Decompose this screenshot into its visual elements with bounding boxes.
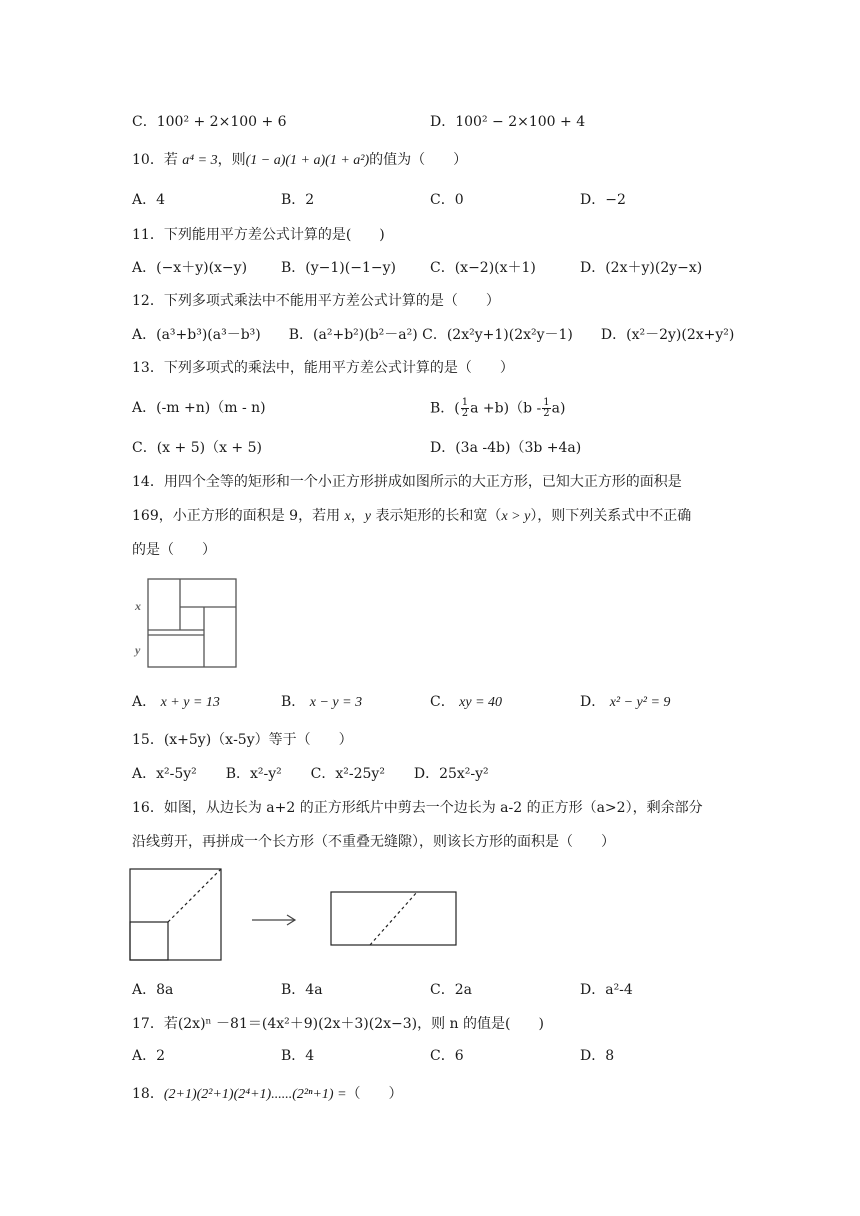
q14-line1: 14．用四个全等的矩形和一个小正方形拼成如图所示的大正方形，已知大正方形的面积是 [132,474,682,490]
q15-option-a: A．x²‑5y² [132,766,197,782]
option-label: D． [580,694,606,710]
q15-stem: 15．(x+5y)（x‑5y）等于（ ） [132,732,353,748]
q11-option-b: B．(y−1)(−1−y) [281,260,396,276]
q10-expression: (1 − a)(1 + a)(1 + a²) [245,153,370,168]
q16-option-c: C．2a [430,982,472,998]
q18-prefix: 18． [132,1086,164,1102]
q14-option-d [580,692,670,713]
q10-prefix: 10．若 [132,152,178,168]
q15-option-b: B．x²‑y² [225,766,282,782]
q14-line2-mid: 表示矩形的长和宽（ [375,508,502,524]
q16-figure [125,864,465,968]
q14-option-b [281,692,362,713]
fraction-half [542,398,550,419]
q11-stem: 11．下列能用平方差公式计算的是( ) [132,227,385,243]
option-label: C． [132,114,157,130]
b-middle: a +b)（b ‑ [470,400,542,417]
q15-options [132,764,489,784]
numerator: 1 [543,397,550,408]
q18-stem [132,1084,403,1105]
q11-option-a: A．(−x＋y)(x−y) [132,260,248,276]
q14-line2-end: ），则下列关系式中不正确 [530,508,692,524]
q14-figure [130,574,242,674]
q14-option-c [430,692,502,713]
q18-expression: (2+1)(2²+1)(2⁴+1)......(2²ⁿ+1) = [163,1087,347,1102]
q17-option-b: B．4 [281,1048,315,1064]
q17-stem: 17．若(2x)ⁿ －81＝(4x²＋9)(2x＋3)(2x−3)，则 n 的值是( ) [132,1016,544,1032]
option-expr: 100² + 2×100 + 6 [156,114,287,130]
option-expr: x − y = 3 [309,695,363,710]
cut-small-square [130,922,168,960]
q14-line2-pre: 169，小正方形的面积是 9，若用 [132,508,341,524]
q14-option-a [132,692,220,713]
q10-option-b: B．2 [281,192,315,208]
arrow-right-icon [252,915,295,925]
q10-stem [132,150,467,171]
fraction-half [461,398,469,419]
q16-option-a: A．8a [132,982,174,998]
q16-option-b: B．4a [281,982,323,998]
q10-option-d: D．−2 [580,192,626,208]
q14-line3: 的是（ ） [132,542,216,558]
q10-option-a: A．4 [132,192,166,208]
q16-line2: 沿线剪开，再拼成一个长方形（不重叠无缝隙），则该长方形的面积是（ ） [132,834,615,850]
q9-option-d [430,112,585,132]
q17-option-a: A．2 [132,1048,166,1064]
q16-option-d: D．a²‑4 [580,982,633,998]
q13-option-c: C．(x + 5)（x + 5) [132,440,262,456]
q13-option-d: D．(3a ‑4b)（3b +4a) [430,440,582,456]
option-expr: x + y = 13 [160,695,220,710]
var-x: x [344,509,351,524]
numerator: 1 [461,397,469,408]
q12-options: A．(a³+b³)(a³－b³) B．(a²+b²)(b²－a²) C．(2x²y+1)(2x²y－1) D．(x²－2y)(2x+y²) [132,327,735,343]
q16-line1: 16．如图，从边长为 a+2 的正方形纸片中剪去一个边长为 a‑2 的正方形（a>2），剩余部分 [132,800,703,816]
q15-option-c: C．x²‑25y² [310,766,385,782]
big-square [148,579,236,667]
q17-option-c: C．6 [430,1048,464,1064]
q18-end: （ ） [346,1086,403,1102]
option-label: A． [132,694,157,710]
q9-option-c [132,112,287,132]
q14-condition: x > y [501,509,531,524]
q14-line2: 169，小正方形的面积是 9，若用 x，y 表示矩形的长和宽（x > y），则下列关系式中不正确 [132,508,692,524]
q11-option-d: D．(2x＋y)(2y−x) [580,260,703,276]
q13-option-a: A．(‑m +n)（m ‑ n) [132,400,266,416]
option-label: C． [430,694,455,710]
q11-option-c: C．(x−2)(x＋1) [430,260,536,276]
q13-stem: 13．下列多项式的乘法中，能用平方差公式计算的是（ ） [132,360,514,376]
option-label: B． [281,694,306,710]
option-expr: 100² − 2×100 + 4 [455,114,586,130]
q10-mid: ，则 [217,152,246,168]
q15-option-d: D．25x²‑y² [413,766,489,782]
q10-option-c: C．0 [430,192,464,208]
q13-option-b [430,398,565,419]
figure-label-y: y [135,643,141,657]
q10-condition: a⁴ = 3 [182,153,218,168]
result-rectangle [331,892,456,945]
b-prefix: B．( [430,400,460,417]
var-y: y [364,509,371,524]
option-label: D． [430,114,456,130]
figure-label-x: x [135,599,141,613]
q12-stem: 12．下列多项式乘法中不能用平方差公式计算的是（ ） [132,293,500,309]
denominator: 2 [543,408,550,419]
b-end: a) [551,400,566,417]
option-expr: xy = 40 [459,695,503,710]
denominator: 2 [461,408,469,419]
cut-line [168,869,221,922]
q17-option-d: D．8 [580,1048,615,1064]
seam-line [370,892,417,945]
option-expr: x² − y² = 9 [609,695,671,710]
q10-end: 的值为（ ） [369,152,468,168]
